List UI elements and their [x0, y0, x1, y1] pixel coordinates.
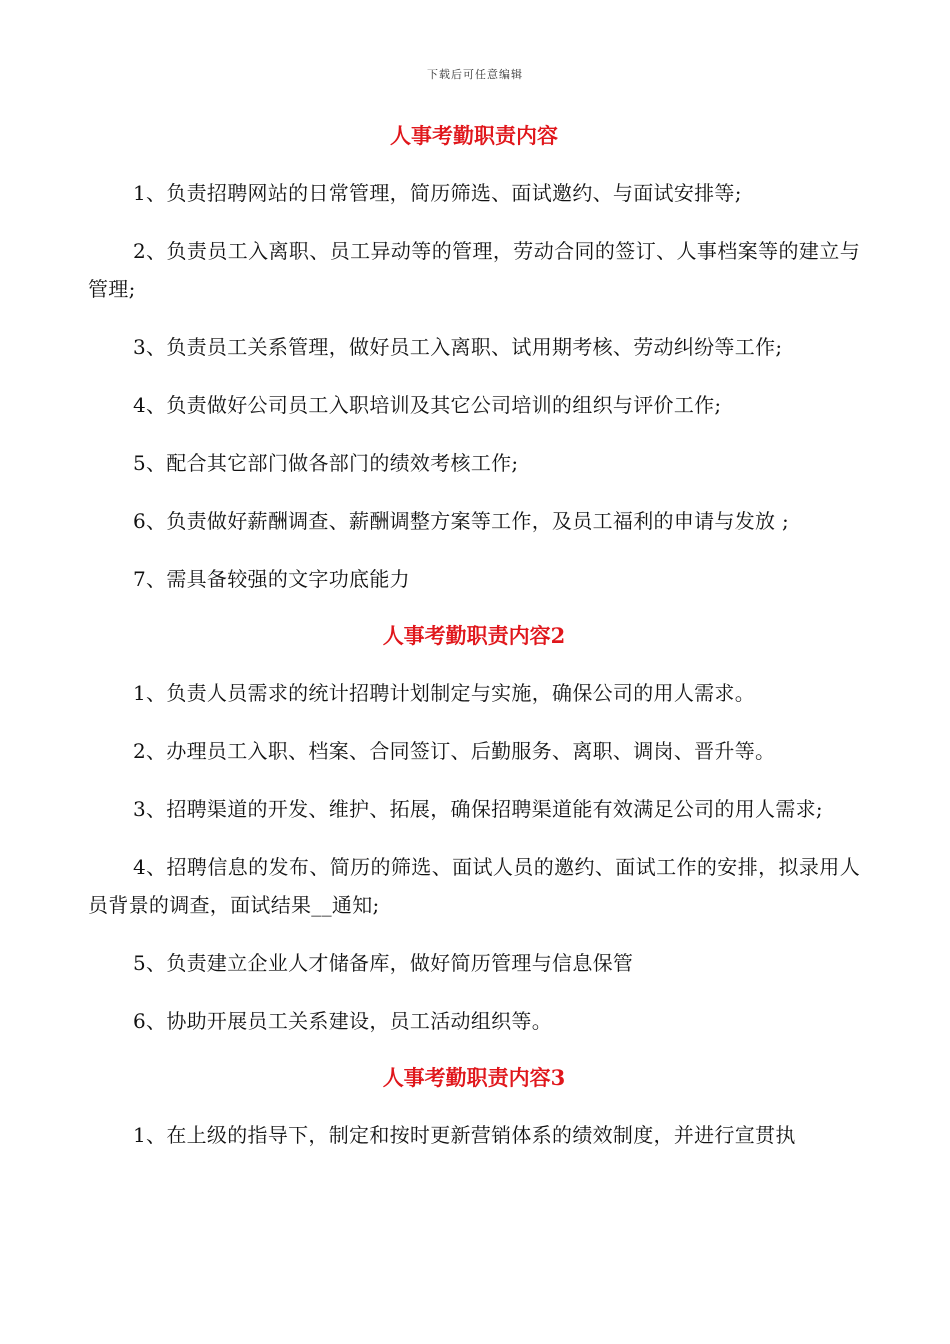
list-item: 3、招聘渠道的开发、维护、拓展，确保招聘渠道能有效满足公司的用人需求;	[133, 797, 823, 821]
list-item: 1、负责人员需求的统计招聘计划制定与实施，确保公司的用人需求。	[133, 681, 756, 705]
list-item: 2、办理员工入职、档案、合同签订、后勤服务、离职、调岗、晋升等。	[133, 739, 776, 763]
list-item: 5、配合其它部门做各部门的绩效考核工作;	[133, 451, 519, 475]
list-item: 2、负责员工入离职、员工异动等的管理，劳动合同的签订、人事档案等的建立与管理;	[88, 239, 860, 301]
list-item: 6、负责做好薪酬调查、薪酬调整方案等工作，及员工福利的申请与发放 ;	[133, 509, 790, 533]
list-item: 1、在上级的指导下，制定和按时更新营销体系的绩效制度，并进行宣贯执	[133, 1123, 796, 1147]
list-item: 1、负责招聘网站的日常管理，简历筛选、面试邀约、与面试安排等;	[133, 181, 742, 205]
document-body	[88, 118, 860, 1174]
list-item: 4、负责做好公司员工入职培训及其它公司培训的组织与评价工作;	[133, 393, 722, 417]
list-item: 6、协助开展员工关系建设，员工活动组织等。	[133, 1009, 553, 1033]
list-item: 5、负责建立企业人才储备库，做好简历管理与信息保管	[133, 951, 634, 975]
list-item: 4、招聘信息的发布、简历的筛选、面试人员的邀约、面试工作的安排，拟录用人员背景的调查，面试结果__通知;	[88, 855, 860, 917]
section-title-2: 人事考勤职责内容2	[382, 623, 566, 648]
list-item: 3、负责员工关系管理，做好员工入离职、试用期考核、劳动纠纷等工作;	[133, 335, 783, 359]
section-title-1: 人事考勤职责内容	[390, 123, 558, 148]
section-title-3: 人事考勤职责内容3	[382, 1065, 566, 1090]
list-item: 7、需具备较强的文字功底能力	[133, 567, 410, 591]
header-note: 下载后可任意编辑	[427, 68, 523, 81]
